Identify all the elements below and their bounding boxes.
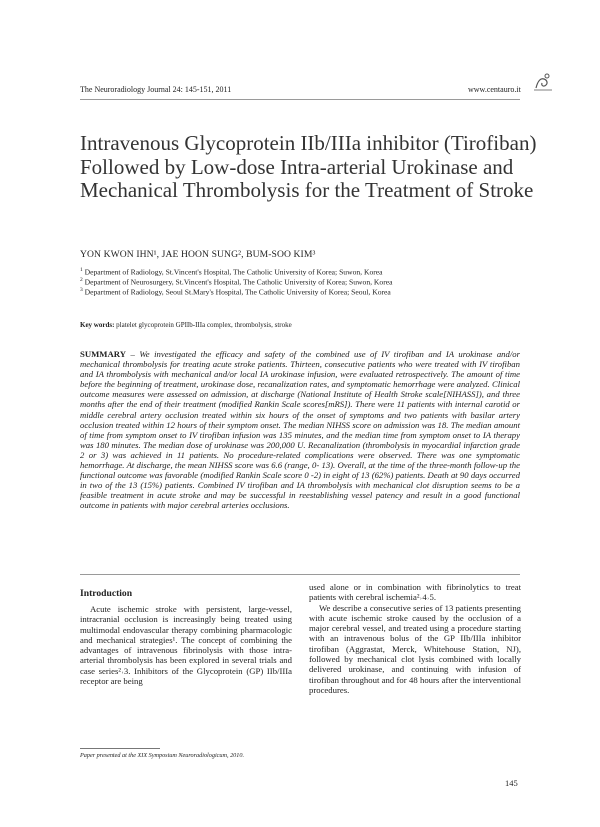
intro-paragraph-2: We describe a consecutive series of 13 patients presenting with acute ischemic stroke caused by the occlusion of a major cerebral vessel, and treated using a procedure starting with an intravenous bolus of the GP IIb/IIIa inhibitor tirofiban (Aggrastat, Merck, Whitehouse Station, NJ), followed by mechanical clot lysis combined with locally delivered urokinase, and continuing with infusion of tirofiban throughout and for 48 hours after the interventional procedures. [309,602,521,695]
intro-paragraph-1-continued: used alone or in combination with fibrinolytics to treat patients with cerebral ischemia²˒4˒5. [309,582,521,603]
author-list: YON KWON IHN¹, JAE HOON SUNG², BUM-SOO KIM³ [80,249,316,260]
footnote-divider [80,748,160,749]
body-column-right [309,582,521,695]
affiliation-1: $^1$ Department of Radiology, St.Vincent's Hospital, The Catholic University of Korea; Suwon, Korea [80,267,383,277]
keywords: Key words: platelet glycoprotein GPIIb-IIIa complex, thrombolysis, stroke [80,321,292,329]
article-title: Intravenous Glycoprotein IIb/IIIa inhibitor (Tirofiban) Followed by Low-dose Intra-arterial Urokinase and Mechanical Thrombolysis for the Treatment of Stroke [80,131,537,202]
intro-paragraph-1: Acute ischemic stroke with persistent, large-vessel, intracranial occlusion is increasingly being treated using multimodal endovascular therapy combining pharmacologic and mechanical strategies¹. The concept of combining the advantages of intravenous fibrinolysis with those intra-arterial thrombolysis has been explored in several trials and case series²˒3. Inhibitors of the Glycoprotein (GP) IIb/IIIa receptor are being [80,604,292,687]
journal-citation: The Neuroradiology Journal 24: 145-151, 2011 [80,85,232,94]
summary-divider [80,574,520,575]
affiliation-3: $^3$ Department of Radiology, Seoul St.Mary's Hospital, The Catholic University of Korea; Seoul, Korea [80,287,391,297]
affiliation-2: $^2$ Department of Neurosurgery, St.Vincent's Hospital, The Catholic University of Korea; Suwon, Korea [80,277,393,287]
footnote: Paper presented at the XIX Symposium Neuroradiologicum, 2010. [80,752,245,759]
body-column-left [80,604,292,686]
header-divider [80,99,520,100]
page-number: 145 [505,778,518,788]
section-heading-introduction: Introduction [80,588,133,599]
journal-website: www.centauro.it [468,85,521,94]
publisher-logo-icon [532,70,554,92]
summary-abstract: SUMMARY – We investigated the efficacy and safety of the combined use of IV tirofiban and IA urokinase and/or mechanical thrombolysis for treating acute stroke patients. Thirteen, consecutive patients who were treated with IV tirofiban and IA thrombolysis with mechanical and/or local IA urokinase infusion, were evaluated retrospectively. The amount of time before the beginning of treatment, urokinase dose, recanalization rates, and symptomatic hemorrhage were analyzed. Clinical outcome measures were assessed on admission, at discharge (National Institute of Health Stroke scale[NIHASS]), and three months after the end of their treatment (modified Rankin Scale scores[mRS]). There were 11 patients with internal carotid or middle cerebral artery occlusion treated within six hours of the onset of symptoms and two patients with basilar artery occlusion treated within 12 hours of their symptom onset. The median NIHSS score on admission was 18. The median amount of time from symptom onset to IV tirofiban infusion was 135 minutes, and the median time from symptom onset to IA therapy was 180 minutes. The median dose of urokinase was 200,000 U. Recanalization (thrombolysis in myocardial infarction grade 2 or 3) was achieved in 11 patients. No procedure-related complications were observed. There was one symptomatic hemorrhage. At discharge, the mean NIHSS score was 6.6 (range, 0- 13). Overall, at the time of the three-month follow-up the functional outcome was favorable (modified Rankin Scale score 0 -2) in eight of 13 (62%) patients. Death at 90 days occurred in two of the 13 (15%) patients. Combined IV tirofiban and IA thrombolysis with mechanical clot disruption seems to be a feasible treatment in acute stroke and may be successful in reestablishing vessel patency and result in a good functional outcome in patients with major cerebral arteries occlusions. [80,349,520,511]
